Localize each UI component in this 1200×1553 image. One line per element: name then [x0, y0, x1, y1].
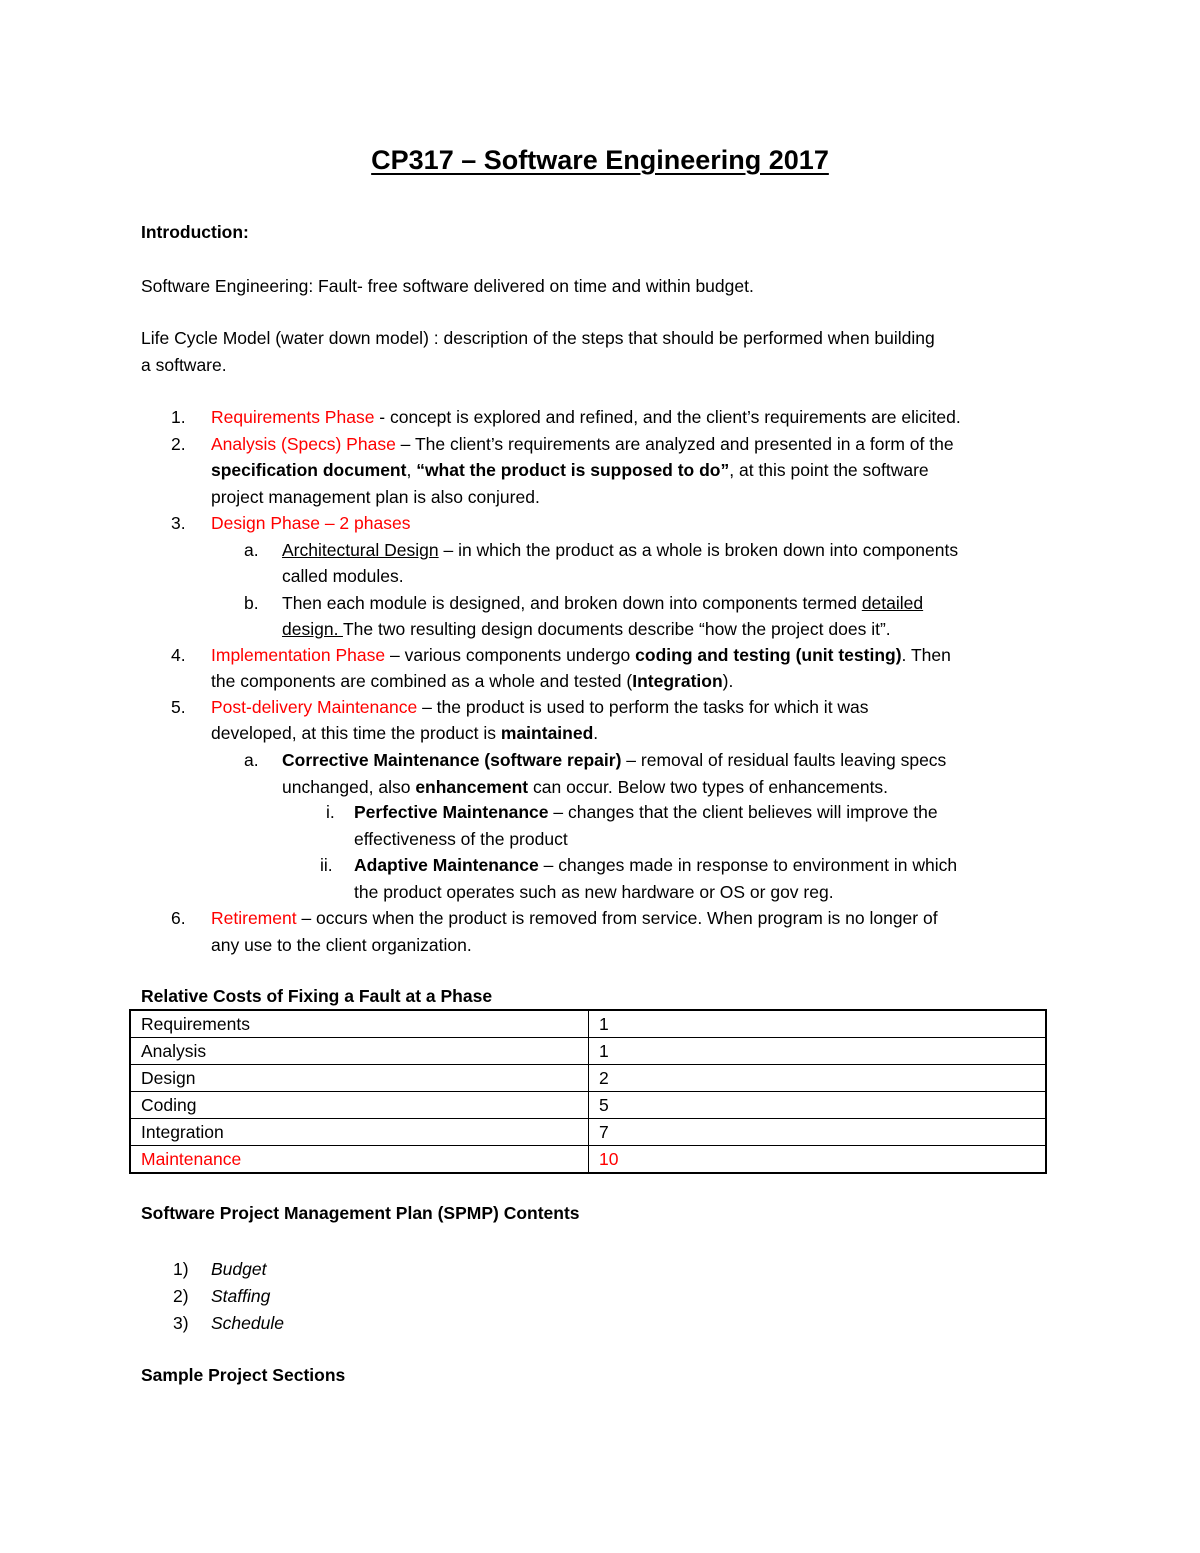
phase-2-text: Analysis (Specs) Phase – The client’s requirements are analyzed and presented in a form of the	[211, 434, 954, 454]
list-number: 6.	[171, 908, 186, 928]
phase-6-line-2: any use to the client organization.	[211, 935, 472, 955]
sub-number: i.	[326, 802, 335, 822]
phase-name: Implementation Phase	[211, 645, 386, 665]
cost-value-cell: 7	[589, 1119, 1047, 1146]
sub-number: a.	[244, 540, 259, 560]
list-number: 3.	[171, 513, 186, 533]
costs-heading: Relative Costs of Fixing a Fault at a Phase	[141, 986, 493, 1006]
table-row	[130, 1065, 1046, 1092]
list-item: Staffing	[211, 1286, 271, 1306]
cost-phase-cell: Analysis	[130, 1038, 589, 1065]
list-number: 4.	[171, 645, 186, 665]
list-number: 1)	[173, 1259, 189, 1279]
table-row	[130, 1146, 1046, 1174]
spmp-heading: Software Project Management Plan (SPMP) Contents	[141, 1203, 580, 1223]
phase-5ai-text: Perfective Maintenance – changes that the client believes will improve the	[354, 802, 938, 822]
list-item: Budget	[211, 1259, 267, 1279]
phase-name: Retirement	[211, 908, 297, 928]
phase-name: Post-delivery Maintenance	[211, 697, 418, 717]
phase-name: Design Phase – 2 phases	[211, 513, 411, 533]
phase-4-line-2: the components are combined as a whole and tested (Integration).	[211, 671, 734, 691]
phase-1-text: Requirements Phase - concept is explored and refined, and the client’s requirements are elicited.	[211, 407, 961, 427]
sample-heading: Sample Project Sections	[141, 1365, 346, 1385]
list-number: 2.	[171, 434, 186, 454]
page-title: CP317 – Software Engineering 2017	[371, 145, 829, 175]
phase-2-line-2: specification document, “what the product is supposed to do”, at this point the software	[211, 460, 929, 480]
phase-3a-line-2: called modules.	[282, 566, 404, 586]
table-row	[130, 1092, 1046, 1119]
list-item: Schedule	[211, 1313, 284, 1333]
phase-5ai-line-2: effectiveness of the product	[354, 829, 568, 849]
phase-5-text: Post-delivery Maintenance – the product is used to perform the tasks for which it was	[211, 697, 869, 717]
intro-heading: Introduction:	[141, 222, 249, 242]
phase-5a-line-2: unchanged, also enhancement can occur. Below two types of enhancements.	[282, 777, 889, 797]
cost-value-cell: 2	[589, 1065, 1047, 1092]
sub-number: ii.	[320, 855, 333, 875]
list-number: 2)	[173, 1286, 189, 1306]
costs-table	[129, 1009, 1047, 1174]
cost-value-cell: 5	[589, 1092, 1047, 1119]
list-item	[171, 407, 186, 428]
table-row	[130, 1119, 1046, 1146]
phase-6-text: Retirement – occurs when the product is removed from service. When program is no longer of	[211, 908, 938, 928]
list-number: 5.	[171, 697, 186, 717]
phase-name: Analysis (Specs) Phase	[211, 434, 396, 454]
phase-name: Requirements Phase	[211, 407, 375, 427]
cost-phase-cell: Maintenance	[130, 1146, 589, 1174]
table-row	[130, 1038, 1046, 1065]
phase-2-line-3: project management plan is also conjured.	[211, 487, 540, 507]
phase-5-line-2: developed, at this time the product is maintained.	[211, 723, 599, 743]
phase-3a-text: Architectural Design – in which the product as a whole is broken down into components	[282, 540, 959, 560]
lcm-line-1: Life Cycle Model (water down model) : description of the steps that should be performed when building	[141, 328, 935, 348]
cost-phase-cell: Coding	[130, 1092, 589, 1119]
table-row	[130, 1010, 1046, 1038]
list-number: 3)	[173, 1313, 189, 1333]
se-definition: Software Engineering: Fault- free software delivered on time and within budget.	[141, 276, 754, 296]
list-number: 1.	[171, 407, 186, 427]
cost-value-cell: 1	[589, 1038, 1047, 1065]
cost-phase-cell: Requirements	[130, 1010, 589, 1038]
phase-5aii-line-2: the product operates such as new hardware or OS or gov reg.	[354, 882, 834, 902]
cost-phase-cell: Integration	[130, 1119, 589, 1146]
phase-5aii-text: Adaptive Maintenance – changes made in response to environment in which	[354, 855, 958, 875]
cost-value-cell: 1	[589, 1010, 1047, 1038]
lcm-line-2: a software.	[141, 355, 227, 375]
sub-number: a.	[244, 750, 259, 770]
sub-number: b.	[244, 593, 259, 613]
cost-phase-cell: Design	[130, 1065, 589, 1092]
phase-3b-line-2: design. The two resulting design documents describe “how the project does it”.	[282, 619, 891, 639]
phase-4-text: Implementation Phase – various components undergo coding and testing (unit testing). Then	[211, 645, 951, 665]
phase-3b-text: Then each module is designed, and broken down into components termed detailed	[282, 593, 924, 613]
phase-5a-text: Corrective Maintenance (software repair) – removal of residual faults leaving specs	[282, 750, 947, 770]
cost-value-cell: 10	[589, 1146, 1047, 1174]
